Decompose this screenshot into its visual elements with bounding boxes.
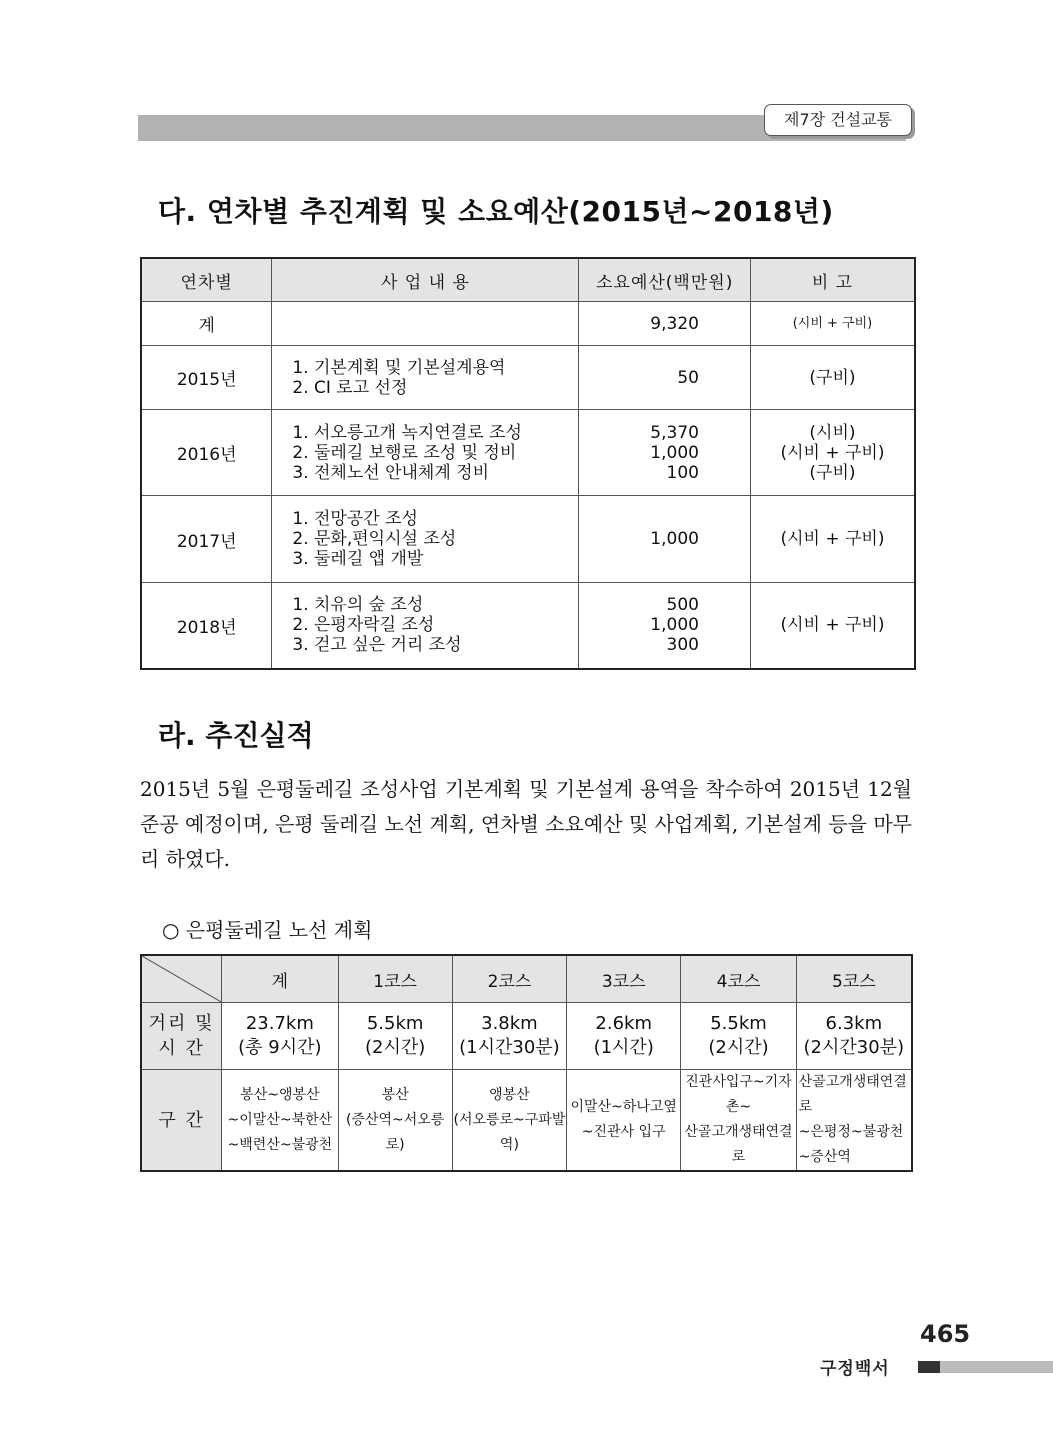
- budget-value: 1,000: [650, 615, 699, 636]
- results-paragraph: 2015년 5월 은평둘레길 조성사업 기본계획 및 기본설계 용역을 착수하여 2015년 12월 준공 예정이며, 은평 둘레길 노선 계획, 연차별 소요예산 및 사업계획, 기본설계 등을 마무리 하였다.: [140, 777, 912, 871]
- distance-km: 2.6km: [595, 1013, 652, 1034]
- note-value: (시비): [809, 422, 856, 443]
- year-cell: 2018년: [141, 583, 272, 669]
- table-row: [141, 583, 915, 669]
- table-row-distance: [141, 1003, 912, 1070]
- section-line: 산골고개생태연결로: [684, 1124, 793, 1165]
- section-line: 이말산~하나고옆: [570, 1099, 677, 1115]
- work-item: 2. CI 로고 선정: [292, 377, 408, 398]
- work-cell: [272, 346, 579, 410]
- column-header: 3코스: [567, 955, 681, 1003]
- distance-time: (2시간): [708, 1037, 769, 1058]
- year-cell: 2016년: [141, 410, 272, 496]
- distance-time: (1시간30분): [459, 1037, 560, 1058]
- section-title-plan-budget: 다. 연차별 추진계획 및 소요예산(2015년~2018년): [158, 195, 834, 228]
- section-cell: [222, 1070, 338, 1172]
- total-label: 계: [141, 302, 272, 346]
- distance-cell: [681, 1003, 796, 1070]
- column-header: 비 고: [750, 258, 915, 302]
- chapter-tag: 제7장 건설교통: [764, 104, 912, 136]
- row-header-line: 거리 및: [148, 1013, 215, 1034]
- note-value: (시비 + 구비): [780, 529, 885, 549]
- work-item: 1. 전망공간 조성: [292, 509, 418, 529]
- section-line: ~이말산~북한산: [227, 1111, 333, 1128]
- budget-value: 5,370: [650, 422, 699, 443]
- note-value: (시비 + 구비): [780, 442, 885, 463]
- budget-cell: [579, 346, 750, 410]
- total-work-empty: [272, 302, 579, 346]
- column-header: 2코스: [452, 955, 566, 1003]
- column-header: 사 업 내 용: [272, 258, 579, 302]
- book-title: 구정백서: [820, 1359, 890, 1379]
- budget-value: 1,000: [650, 442, 699, 463]
- work-cell: [272, 410, 579, 496]
- table-row: [141, 410, 915, 496]
- distance-time: (2시간30분): [803, 1037, 905, 1058]
- distance-cell: [222, 1003, 338, 1070]
- distance-time: (1시간): [593, 1037, 654, 1058]
- section-cell: [452, 1070, 566, 1172]
- table-header-row: [141, 955, 912, 1003]
- column-header: 소요예산(백만원): [579, 258, 750, 302]
- column-header: 연차별: [141, 258, 272, 302]
- note-cell: [750, 496, 915, 583]
- table-row-section: [141, 1070, 912, 1172]
- section-line: (증산역~서오릉로): [345, 1111, 445, 1153]
- distance-km: 3.8km: [481, 1013, 538, 1034]
- note-cell: [750, 410, 915, 496]
- section-line: ~증산역: [798, 1149, 851, 1165]
- section-cell: [796, 1070, 912, 1172]
- note-cell: [750, 583, 915, 669]
- budget-cell: [579, 410, 750, 496]
- table-row: [141, 346, 915, 410]
- row-header-section: 구 간: [141, 1070, 222, 1172]
- note-value: (구비): [809, 462, 856, 483]
- section-line: 산골고개생태연결로: [798, 1074, 907, 1115]
- year-cell: 2017년: [141, 496, 272, 583]
- column-header: 5코스: [796, 955, 912, 1003]
- distance-km: 23.7km: [245, 1013, 314, 1034]
- budget-value: 1,000: [650, 529, 699, 549]
- route-plan-table: [140, 954, 913, 1172]
- corner-cell: [141, 955, 222, 1003]
- work-item: 1. 서오릉고개 녹지연결로 조성: [292, 422, 522, 443]
- table-row-total: [141, 302, 915, 346]
- total-budget: 9,320: [579, 302, 750, 346]
- note-value: (시비 + 구비): [780, 615, 885, 636]
- distance-time: (총 9시간): [238, 1037, 322, 1058]
- section-line: 봉산~앵봉산: [240, 1086, 320, 1103]
- budget-cell: [579, 583, 750, 669]
- note-cell: [750, 346, 915, 410]
- work-item: 2. 은평자락길 조성: [292, 615, 435, 636]
- section-line: 진관사입구~기자촌~: [685, 1074, 792, 1115]
- year-cell: 2015년: [141, 346, 272, 410]
- column-header: 4코스: [681, 955, 796, 1003]
- section-line: 앵봉산: [489, 1086, 530, 1103]
- budget-plan-table: [140, 257, 916, 670]
- section-line: (서오릉로~구파발역): [453, 1111, 566, 1153]
- work-cell: [272, 496, 579, 583]
- work-item: 2. 문화,편익시설 조성: [292, 529, 457, 549]
- table-header-row: [141, 258, 915, 302]
- work-item: 3. 전체노선 안내체계 정비: [292, 462, 490, 483]
- work-item: 2. 둘레길 보행로 조성 및 정비: [292, 442, 517, 463]
- budget-value: 100: [666, 462, 699, 483]
- note-value: (구비): [809, 367, 856, 388]
- section-line: 봉산: [381, 1086, 409, 1103]
- budget-value: 300: [666, 635, 699, 656]
- section-title-results: 라. 추진실적: [158, 719, 314, 752]
- row-header-line: 시 간: [158, 1038, 205, 1059]
- total-note: (시비 + 구비): [750, 302, 915, 346]
- section-line: ~은평정~불광천: [798, 1124, 904, 1140]
- budget-cell: [579, 496, 750, 583]
- footer-bar: [940, 1361, 1053, 1373]
- distance-time: (2시간): [365, 1037, 426, 1058]
- footer-bar-accent: [918, 1361, 940, 1373]
- distance-cell: [796, 1003, 912, 1070]
- distance-km: 5.5km: [710, 1013, 767, 1034]
- section-line: ~진관사 입구: [581, 1124, 666, 1140]
- distance-km: 6.3km: [825, 1013, 883, 1034]
- column-header: 1코스: [338, 955, 452, 1003]
- column-header: 계: [222, 955, 338, 1003]
- work-item: 1. 치유의 숲 조성: [292, 595, 424, 616]
- section-cell: [338, 1070, 452, 1172]
- work-item: 3. 둘레길 앱 개발: [292, 549, 424, 569]
- budget-value: 50: [677, 367, 699, 388]
- distance-cell: [567, 1003, 681, 1070]
- page-number: 465: [920, 1320, 971, 1348]
- section-line: ~백련산~불광천: [227, 1136, 333, 1153]
- work-item: 3. 걷고 싶은 거리 조성: [292, 635, 462, 656]
- distance-cell: [452, 1003, 566, 1070]
- work-item: 1. 기본계획 및 기본설계용역: [292, 357, 506, 378]
- table-row: [141, 496, 915, 583]
- section-cell: [567, 1070, 681, 1172]
- diagonal-line: [142, 956, 221, 1002]
- distance-cell: [338, 1003, 452, 1070]
- section-cell: [681, 1070, 796, 1172]
- route-plan-bullet: ○ 은평둘레길 노선 계획: [162, 918, 373, 942]
- work-cell: [272, 583, 579, 669]
- row-header-distance: [141, 1003, 222, 1070]
- distance-km: 5.5km: [366, 1013, 424, 1034]
- budget-value: 500: [666, 595, 699, 616]
